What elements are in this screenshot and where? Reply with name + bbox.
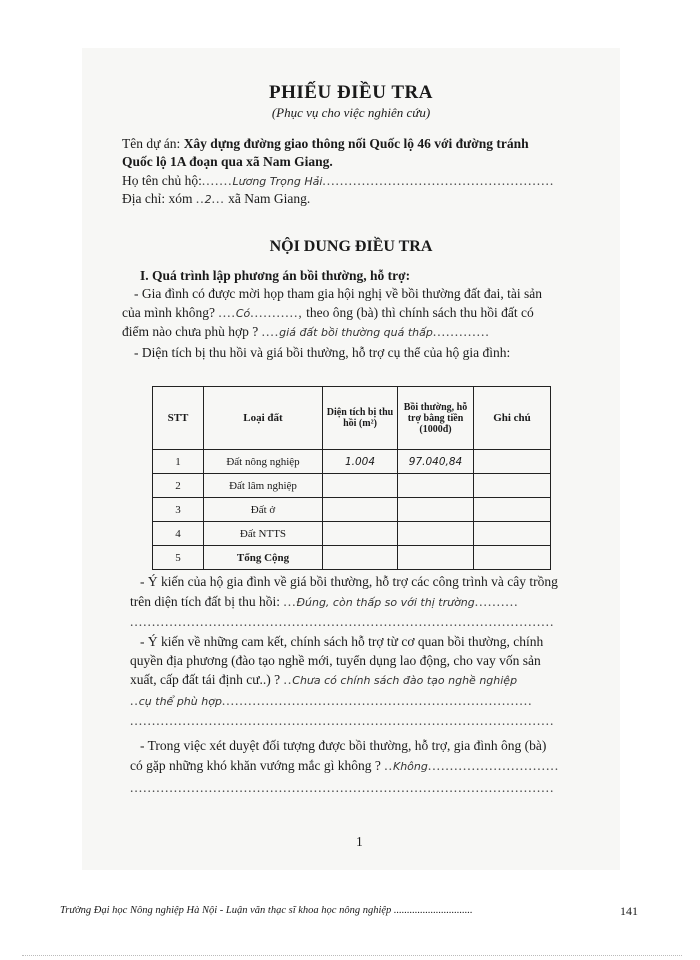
footer-institution: Trường Đại học Nông nghiệp Hà Nội - Luận văn thạc sĩ khoa học nông nghiệp <box>60 905 392 916</box>
table-cell <box>474 522 551 546</box>
table-row <box>153 546 551 570</box>
project-name-line2: Quốc lộ 1A đoạn qua xã Nam Giang. <box>122 154 333 169</box>
owner-label: Họ tên chủ hộ: <box>122 173 202 188</box>
q4-answer-1: Chưa có chính sách đào tạo nghề nghiệp <box>292 674 518 687</box>
address-hamlet: 2 <box>204 193 212 206</box>
table-header: Loại đất <box>204 387 323 450</box>
table-cell <box>474 450 551 474</box>
section-1-title: I. Quá trình lập phương án bồi thường, hỗ trợ: <box>140 268 411 283</box>
owner-value: Lương Trọng Hải <box>232 175 323 188</box>
table-cell: 3 <box>153 498 204 522</box>
q3-line1: - Ý kiến của hộ gia đình về giá bồi thường, hỗ trợ các công trình và cây trồng <box>140 574 558 589</box>
table-cell: Đất NTTS <box>204 522 323 546</box>
table-cell: Đất nông nghiệp <box>204 450 323 474</box>
table-cell: 1 <box>153 450 204 474</box>
sheet-page-number: 1 <box>356 834 363 849</box>
table-cell: 2 <box>153 474 204 498</box>
bottom-divider <box>22 955 682 956</box>
table-cell <box>474 498 551 522</box>
table-header: Diện tích bị thu hồi (m²) <box>323 387 398 450</box>
q4-line3: xuất, cấp đất tái định cư..) ? ..Chưa có chính sách đào tạo nghề nghiệp <box>130 672 518 687</box>
q3-answer: Đúng, còn thấp so với thị trường <box>296 596 475 609</box>
q5-answer: Không <box>392 760 428 773</box>
table-cell <box>323 546 398 570</box>
table-row <box>153 450 551 474</box>
q5-line2: có gặp những khó khăn vướng mắc gì không ? ..Không.............................. <box>130 758 560 773</box>
table-cell: 5 <box>153 546 204 570</box>
footer-text <box>60 905 473 916</box>
content-heading: NỘI DUNG ĐIỀU TRA <box>269 238 433 255</box>
address-rest: xã Nam Giang. <box>228 191 311 206</box>
table-header: Ghi chú <box>474 387 551 450</box>
form-subtitle: (Phục vụ cho việc nghiên cứu) <box>271 105 431 120</box>
owner-row: Họ tên chủ hộ:.......Lương Trọng Hải..................................................... <box>122 173 555 188</box>
q1-line2-text: của mình không? <box>122 305 215 320</box>
q1-answer: Có <box>235 307 251 320</box>
q1-line1: - Gia đình có được mời họp tham gia hội nghị về bồi thường đất đai, tài sản <box>134 286 542 301</box>
q5-line1: - Trong việc xét duyệt đối tượng được bồi thường, hỗ trợ, gia đình ông (bà) <box>140 738 547 753</box>
table-header-row <box>153 387 551 450</box>
survey-sheet <box>82 48 620 870</box>
table-cell <box>398 474 474 498</box>
table-cell: 4 <box>153 522 204 546</box>
table-cell: 97.040,84 <box>398 450 474 474</box>
q1-answer-2: giá đất bồi thường quá thấp <box>279 326 433 339</box>
q1-line2-tail: theo ông (bà) thì chính sách thu hồi đất có <box>306 305 534 320</box>
q3-blank-line: ................................................................................................. <box>130 614 555 629</box>
q2-line: - Diện tích bị thu hồi và giá bồi thường, hỗ trợ cụ thể của hộ gia đình: <box>134 345 511 360</box>
q5-line2-text: có gặp những khó khăn vướng mắc gì không ? <box>130 758 381 773</box>
table-header: STT <box>153 387 204 450</box>
project-row <box>122 136 529 152</box>
q4-line2: quyền địa phương (đào tạo nghề mới, tuyển dụng lao động, cho vay vốn sản <box>130 653 541 668</box>
form-title: PHIẾU ĐIỀU TRA <box>269 82 433 103</box>
project-name-line1: Xây dựng đường giao thông nối Quốc lộ 46 với đường tránh <box>183 136 529 151</box>
q4-answer-2: cụ thể phù hợp <box>138 695 222 708</box>
table-row <box>153 522 551 546</box>
address-label: Địa chỉ: xóm <box>122 191 193 206</box>
table-cell <box>323 498 398 522</box>
table-cell: Tổng Cộng <box>204 546 323 570</box>
q4-line3-text: xuất, cấp đất tái định cư..) ? <box>130 672 281 687</box>
table-row <box>153 474 551 498</box>
q3-line2-text: trên diện tích đất bị thu hồi: <box>130 594 280 609</box>
q4-blank-line: ................................................................................................. <box>130 713 555 728</box>
q4-line4: ..cụ thể phù hợp....................................................................... <box>130 693 533 708</box>
table-cell: Đất ở <box>204 498 323 522</box>
footer-dots: .............................. <box>393 905 473 916</box>
table-header: Bồi thường, hỗ trợ bằng tiền (1000đ) <box>398 387 474 450</box>
table-cell <box>323 474 398 498</box>
project-label: Tên dự án: <box>122 136 181 151</box>
table-cell: 1.004 <box>323 450 398 474</box>
q1-line3-text: điểm nào chưa phù hợp ? <box>122 324 259 339</box>
table-cell <box>398 522 474 546</box>
q3-line2: trên diện tích đất bị thu hồi: ...Đúng, còn thấp so với thị trường.......... <box>130 594 519 609</box>
table-cell <box>323 522 398 546</box>
land-table <box>152 386 551 570</box>
page-number: 141 <box>620 904 638 918</box>
table-cell <box>474 546 551 570</box>
q4-line1: - Ý kiến về những cam kết, chính sách hỗ trợ từ cơ quan bồi thường, chính <box>140 634 544 649</box>
q1-line3: điểm nào chưa phù hợp ? ....giá đất bồi thường quá thấp............. <box>122 324 490 339</box>
table-cell <box>398 546 474 570</box>
table-cell: Đất lâm nghiệp <box>204 474 323 498</box>
q5-blank-line: ................................................................................................. <box>130 780 555 795</box>
table-row <box>153 498 551 522</box>
q1-line2: của mình không? ....Có..........., theo ông (bà) thì chính sách thu hồi đất có <box>122 305 534 320</box>
table-cell <box>398 498 474 522</box>
table-cell <box>474 474 551 498</box>
address-row: Địa chỉ: xóm ..2... xã Nam Giang. <box>122 191 311 206</box>
